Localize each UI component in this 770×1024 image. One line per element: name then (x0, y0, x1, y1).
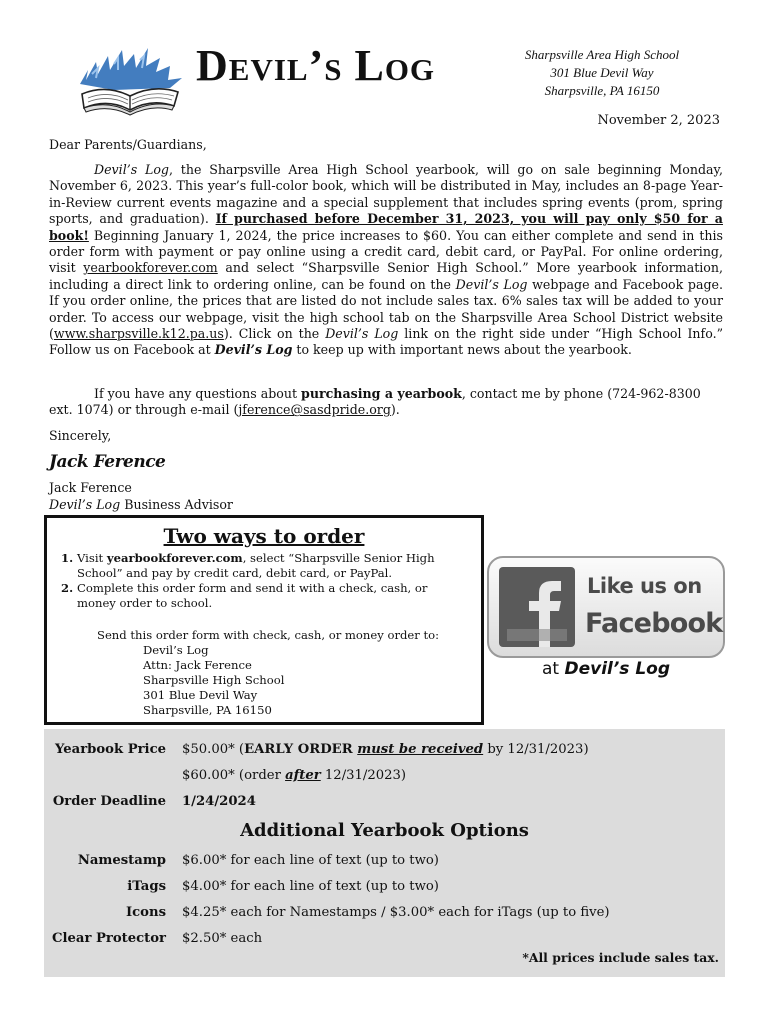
school-city: Sharpsville, PA 16150 (544, 83, 660, 98)
step-number: 1. (61, 551, 74, 565)
text-run-emphasis: must be received (357, 742, 484, 757)
letter-paragraph-1 (49, 162, 723, 359)
order-deadline-value: 1/24/2024 (182, 794, 256, 809)
address-line: Devil’s Log (143, 643, 209, 657)
text-run: , select “Sharpsville Senior High School” and pay by credit card, debit card, or PayPal. (77, 551, 435, 580)
signer-title (49, 497, 723, 513)
price-panel (44, 729, 725, 977)
yearbook-name: Devil’s Log (49, 497, 121, 512)
school-name: Sharpsville Area High School (524, 47, 680, 62)
text-run: $50.00* ( (182, 742, 245, 757)
option-label: Namestamp (77, 853, 166, 868)
option-label: Clear Protector (52, 931, 166, 946)
facebook-page-caption (487, 659, 725, 679)
yearbook-price-label: Yearbook Price (55, 742, 166, 757)
text-run: Business Advisor (120, 497, 233, 512)
text-run: 12/31/2023) (320, 768, 407, 783)
address-line: Sharpsville High School (143, 673, 285, 687)
open-book-icon (74, 40, 186, 116)
address-line: Sharpsville, PA 16150 (143, 703, 272, 717)
text-run: Complete this order form and send it with a check, cash, or money order to school. (77, 581, 428, 610)
yearbook-name: Devil’s Log (94, 162, 169, 177)
text-run: and select “Sharpsville Senior High School.” More yearbook information, including a direct link to ordering online, can be found on the (49, 260, 723, 292)
facebook-like-text: Like us on (587, 574, 702, 598)
options-heading: Additional Yearbook Options (240, 820, 529, 841)
closing: Sincerely, (49, 428, 112, 443)
order-steps-list (61, 551, 461, 611)
text-run-bold: purchasing a yearbook (301, 386, 462, 401)
order-step (61, 551, 461, 581)
school-street: 301 Blue Devil Way (550, 65, 654, 80)
mailing-address (143, 643, 284, 718)
option-value: $4.25* each for Namestamps / $3.00* each for iTags (up to five) (182, 905, 610, 920)
text-run: ). Click on the (223, 326, 326, 342)
yearbookforever-link[interactable]: yearbookforever.com (83, 260, 218, 276)
email-link[interactable]: jference@sasdpride.org (238, 402, 391, 418)
facebook-f-icon (499, 567, 575, 647)
facebook-page-name: Devil’s Log (214, 342, 293, 358)
address-line: 301 Blue Devil Way (143, 688, 258, 702)
text-run: $60.00* (order (182, 768, 286, 783)
text-run: ). (390, 402, 400, 418)
order-instructions-box (44, 515, 484, 725)
signer-name: Jack Ference (49, 480, 132, 495)
order-deadline-label: Order Deadline (52, 794, 166, 809)
text-run: link on the right side under “High School Info.” Follow us on Facebook at (49, 326, 724, 358)
school-address-block (512, 46, 692, 100)
yearbook-name: Devil’s Log (325, 326, 399, 342)
district-website-link[interactable]: www.sharpsville.k12.pa.us (53, 326, 224, 342)
tax-note: *All prices include sales tax. (522, 950, 719, 965)
newsletter-title: Devil’s Log (196, 41, 436, 90)
text-run: by 12/31/2023) (483, 742, 589, 757)
option-label: iTags (127, 879, 166, 894)
option-value: $6.00* for each line of text (up to two) (182, 853, 439, 868)
send-instructions: Send this order form with check, cash, or money order to: (97, 628, 440, 642)
facebook-page-name: Devil’s Log (564, 659, 671, 679)
text-run: If you have any questions about (94, 386, 302, 401)
option-value: $4.00* for each line of text (up to two) (182, 879, 439, 894)
yearbook-price-early (182, 742, 589, 757)
text-run: , the Sharpsville Area High School yearbook, will go on sale beginning Monday, November 6, 2023. This year’s full-color book, which will be distributed in May, includes an 8-page Year-in-Review current events magazine and a special supplement that includes spring events (prom, spring sports, and graduation). (49, 162, 723, 227)
yearbook-name: Devil’s Log (455, 276, 528, 292)
early-price-notice: If purchased before December 31, 2023, you will pay only $50 for a book! (49, 211, 723, 243)
text-run-bold: EARLY ORDER (244, 742, 358, 757)
yearbookforever-bold: yearbookforever.com (106, 551, 243, 565)
option-value: $2.50* each (182, 931, 263, 946)
facebook-word: Facebook (585, 608, 723, 639)
letter-date: November 2, 2023 (597, 113, 720, 128)
text-run: Beginning January 1, 2024, the price increases to $60. You can either complete and send in this order form with payment or pay online using a credit card, debit card, or PayPal. For online ordering, visit (49, 227, 723, 276)
address-line: Attn: Jack Ference (143, 658, 252, 672)
yearbook-price-late (182, 768, 406, 783)
text-run: at (541, 659, 565, 679)
text-run: Visit (77, 551, 107, 565)
order-heading: Two ways to order (163, 524, 365, 548)
text-run: to keep up with important news about the yearbook. (292, 342, 632, 358)
option-label: Icons (125, 905, 166, 920)
letter-paragraph-2 (49, 386, 723, 419)
text-run: , contact me by phone (724-962-8300 ext. 1074) or through e-mail ( (49, 386, 701, 418)
salutation: Dear Parents/Guardians, (49, 137, 207, 152)
step-number: 2. (61, 581, 74, 595)
order-step (61, 581, 461, 611)
text-run: webpage and Facebook page. If you order online, the prices that are listed do not include sales tax. 6% sales tax will be added to your order. To access our webpage, visit the high school tab on the Sharpsville Area School District website ( (49, 276, 723, 342)
signature: Jack Ference (49, 452, 166, 472)
facebook-like-badge[interactable] (487, 556, 725, 658)
text-run-emphasis: after (285, 768, 321, 783)
